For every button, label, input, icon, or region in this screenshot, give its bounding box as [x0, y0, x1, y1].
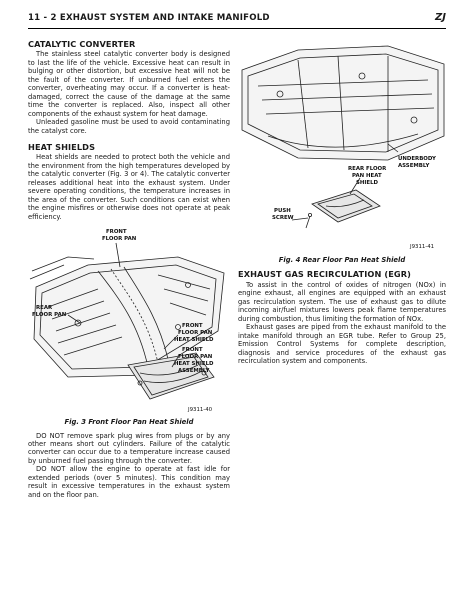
fig3-code: J9311-40	[188, 407, 213, 414]
fig4-label-push-screw-2: SCREW	[272, 215, 294, 221]
fig3-label-front-floor-pan-2: FLOOR PAN	[102, 236, 137, 243]
right-column	[238, 40, 446, 365]
page-header-title: 11 - 2 EXHAUST SYSTEM AND INTAKE MANIFOLD	[28, 13, 270, 23]
page-header-model: ZJ	[435, 12, 446, 23]
heat-shields-paragraph: Heat shields are needed to protect both the vehicle and the environment from the high temperatures developed by the catalytic converter (Fig. 3 or 4). The catalytic converter releases additional heat into the exhaust system. Under severe operating conditions, the temperature increases in the area of the converter. Such conditions can exist when the engine misfires or otherwise does not operate at peak efficiency.	[28, 153, 230, 221]
fig3-label-shield-2: FLOOR PAN	[178, 330, 213, 337]
fig3-label-shield: FRONT	[182, 323, 203, 330]
fig4-label-rear-shield: REAR FLOOR	[348, 166, 387, 172]
fig4-label-rear-shield-2: PAN HEAT	[352, 173, 382, 179]
fig4-label-push-screw: PUSH	[274, 208, 291, 214]
figure-3-caption: Fig. 3 Front Floor Pan Heat Shield	[64, 418, 194, 427]
figure-4	[238, 40, 446, 254]
catalytic-paragraph-1: The stainless steel catalytic converter body is designed to last the life of the vehicle. Excessive heat can result in bulging or other distortion, but excessive heat will not be the fault of the converter. If unburned fuel enters the converter, overheating may occur. If a converter is heat-damaged, correct the cause of the damage at the same time the converter is replaced. Also, inspect all other components of the exhaust system for heat damage.	[28, 50, 230, 118]
catalytic-heading: CATALYTIC CONVERTER	[28, 39, 136, 49]
left-column	[28, 40, 230, 499]
warning-paragraph-1: DO NOT remove spark plug wires from plugs or by any other means short out cylinders. Failure of the catalytic converter can occur due to a temperature increase caused by unburned fuel passing through the converter.	[28, 431, 230, 465]
fig4-code: J9311-41	[410, 244, 435, 250]
fig3-label-front-floor-pan: FRONT	[106, 229, 127, 236]
fig3-label-assembly-3: HEAT SHIELD	[174, 361, 214, 368]
fig4-label-rear-shield-3: SHIELD	[356, 180, 378, 186]
egr-heading: EXHAUST GAS RECIRCULATION (EGR)	[238, 269, 411, 280]
fig3-label-rear-floor-pan-2: FLOOR PAN	[32, 312, 67, 319]
egr-paragraph-1: To assist in the control of oxides of nitrogen (NOx) in engine exhaust, all engines are equipped with an exhaust gas recirculation system. The use of exhaust gas to dilute incoming air/fuel mixtures lowers peak flame temperatures during combustion, thus limiting the formation of NOx.	[238, 280, 446, 323]
rear-floor-pan-illustration	[238, 40, 446, 254]
figure-4-caption: Fig. 4 Rear Floor Pan Heat Shield	[278, 256, 406, 264]
warning-paragraph-2: DO NOT allow the engine to operate at fast idle for extended periods (over 5 minutes). This condition may result in excessive temperatures in the exhaust system and on the floor pan.	[28, 465, 230, 499]
figure-3	[28, 227, 230, 415]
fig3-label-assembly-4: ASSEMBLY	[178, 368, 210, 375]
fig3-label-assembly: FRONT	[182, 347, 203, 354]
fig4-label-underbody-2: ASSEMBLY	[398, 163, 430, 169]
fig3-label-assembly-2: FLOOR PAN	[178, 354, 213, 361]
fig3-label-rear-floor-pan: REAR	[36, 305, 53, 312]
page-header	[28, 12, 446, 29]
heat-shields-heading: HEAT SHIELDS	[28, 141, 96, 152]
front-floor-pan-illustration	[28, 227, 230, 415]
fig3-label-shield-3: HEAT SHIELD	[174, 337, 214, 344]
catalytic-paragraph-2: Unleaded gasoline must be used to avoid contaminating the catalyst core.	[28, 118, 230, 135]
fig4-label-underbody: UNDERBODY	[398, 156, 436, 162]
egr-paragraph-2: Exhaust gases are piped from the exhaust manifold to the intake manifold through an EGR tube. Refer to Group 25, Emission Control Systems for complete description, diagnosis and service procedures of the exhaust gas recirculation system and components.	[238, 323, 446, 365]
